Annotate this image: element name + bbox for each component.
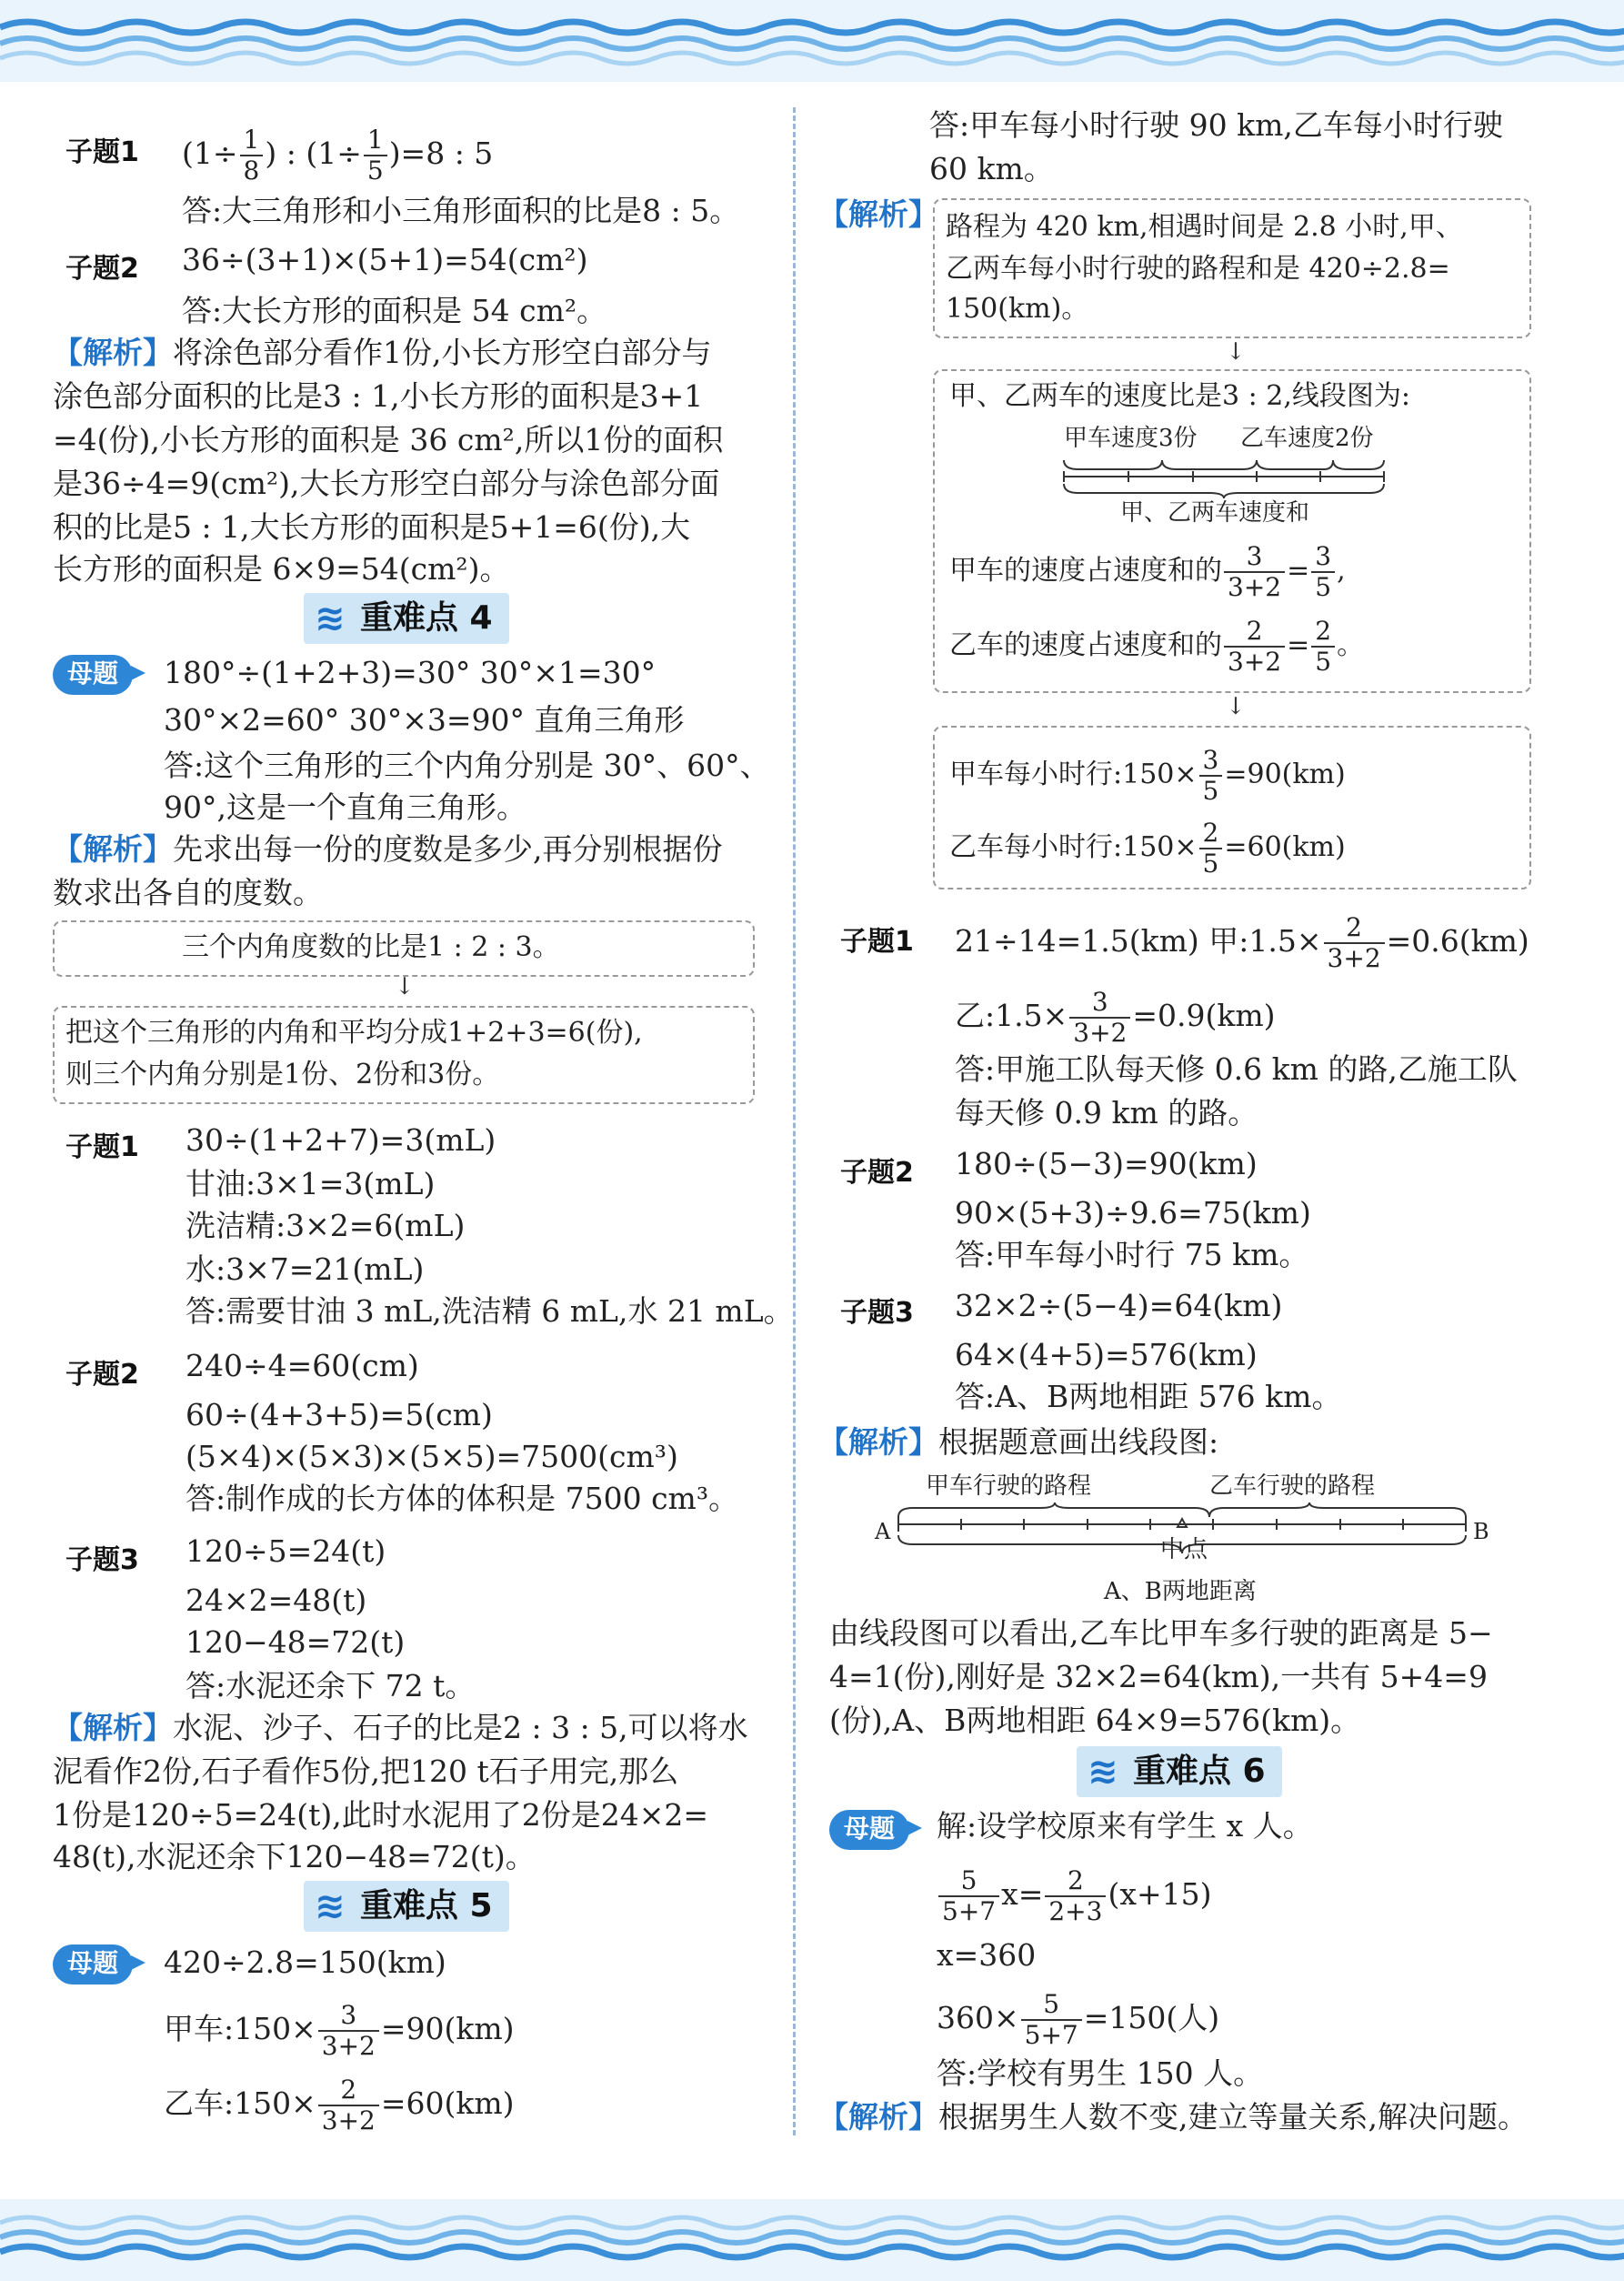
numerator: 1	[240, 126, 264, 156]
fraction	[318, 2001, 379, 2061]
numerator: 2	[1224, 617, 1285, 648]
analysis-tag: 【解析】	[818, 1424, 938, 1460]
heading-text: 重难点 4	[360, 599, 493, 637]
segment-label: 甲、乙两车速度和	[1120, 499, 1310, 527]
answer-line	[164, 2075, 515, 2135]
segment-label: 甲车行驶的路程	[926, 1472, 1092, 1500]
text-fragment: 甲车:150×	[164, 2011, 316, 2046]
section-heading-5	[304, 1881, 509, 1932]
numerator: 3	[1224, 542, 1285, 573]
answer-line: 每天修 0.9 km 的路。	[955, 1095, 1258, 1130]
numerator: 3	[318, 2001, 379, 2032]
reasoning-box	[933, 369, 1531, 693]
fraction	[1069, 988, 1130, 1048]
bottom-wave-border	[0, 2199, 1624, 2281]
analysis-line: 1份是120÷5=24(t),此时水泥用了2份是24×2=	[53, 1797, 709, 1833]
answer-line: x=360	[937, 1937, 1037, 1973]
denominator: 3+2	[1073, 1018, 1128, 1048]
reasoning-box	[53, 1006, 755, 1104]
fraction	[1311, 542, 1335, 602]
box-text: 150(km)。	[946, 293, 1089, 325]
answer-line: 60÷(4+3+5)=5(cm)	[185, 1397, 493, 1432]
answer-line	[937, 1990, 1219, 2050]
numerator: 3	[1311, 542, 1335, 573]
text-fragment: 21÷14=1.5(km) 甲:1.5×	[955, 923, 1322, 959]
analysis-tag: 【解析】	[53, 335, 173, 370]
denominator: 5	[1202, 849, 1219, 879]
answer-line: 60 km。	[929, 151, 1054, 186]
text-fragment: =90(km)	[1224, 759, 1346, 790]
heading-text: 重难点 6	[1133, 1753, 1266, 1790]
numerator: 1	[364, 126, 387, 156]
answer-line: 120−48=72(t)	[185, 1624, 406, 1660]
answer-line: 甘油:3×1=3(mL)	[185, 1166, 436, 1201]
box-text	[949, 746, 1346, 806]
subtopic-2-label: 子题2	[65, 253, 139, 285]
answer-line: 答:甲车每小时行驶 90 km,乙车每小时行驶	[929, 107, 1503, 143]
numerator: 3	[1069, 988, 1130, 1019]
wave-icon: ≋	[315, 1885, 346, 1927]
answer-line: 420÷2.8=150(km)	[164, 1944, 446, 1980]
reasoning-box	[933, 726, 1531, 889]
text-fragment: 乙车的速度占速度和的	[949, 629, 1222, 661]
numerator: 5	[1021, 1990, 1082, 2021]
fraction	[1045, 1866, 1106, 1926]
subtopic-1-label: 子题1	[65, 136, 139, 168]
segment-label: 甲车速度3份	[1064, 425, 1198, 452]
fraction	[938, 1866, 999, 1926]
answer-line: 90×(5+3)÷9.6=75(km)	[955, 1195, 1311, 1231]
text-fragment: ,	[1337, 555, 1346, 587]
point-b-label: B	[1473, 1519, 1489, 1544]
answer-line: 24×2=48(t)	[185, 1583, 367, 1618]
answer-line	[164, 2001, 515, 2061]
text-fragment: =90(km)	[380, 2011, 515, 2046]
denominator: 2+3	[1048, 1896, 1103, 1926]
box-text: 把这个三角形的内角和平均分成1+2+3=6(份),	[65, 1017, 643, 1049]
analysis-tag: 【解析】	[818, 2099, 938, 2135]
analysis-line: 积的比是5 : 1,大长方形的面积是5+1=6(份),大	[53, 509, 691, 545]
mother-problem-tag: 母题	[53, 655, 133, 695]
section-heading-6	[1077, 1746, 1282, 1797]
fraction	[1324, 913, 1385, 973]
mother-problem-tag: 母题	[53, 1944, 133, 1985]
analysis-line	[53, 829, 723, 869]
denominator: 8	[243, 156, 260, 186]
answer-line: 240÷4=60(cm)	[185, 1348, 419, 1383]
answer-line: 180÷(5−3)=90(km)	[955, 1146, 1258, 1181]
answer-line	[937, 1866, 1211, 1926]
answer-line: 64×(4+5)=576(km)	[955, 1337, 1258, 1372]
analysis-line: 48(t),水泥还余下120−48=72(t)。	[53, 1839, 536, 1874]
answer-line: 32×2÷(5−4)=64(km)	[955, 1288, 1283, 1323]
numerator: 2	[1311, 617, 1335, 648]
answer-line	[955, 913, 1529, 973]
answer-line: 答:学校有男生 150 人。	[937, 2055, 1264, 2091]
segment-label: 乙车速度2份	[1240, 425, 1374, 452]
analysis-line: 泥看作2份,石子看作5份,把120 t石子用完,那么	[53, 1753, 679, 1789]
text-fragment: x=	[1001, 1876, 1044, 1912]
answer-line: 洗洁精:3×2=6(mL)	[185, 1208, 466, 1243]
fraction	[1199, 746, 1223, 806]
denominator: 3+2	[321, 2105, 376, 2135]
analysis-line	[53, 1708, 748, 1748]
answer-line: 答:这个三角形的三个内角分别是 30°、60°、	[164, 748, 770, 783]
answer-line: 答:大三角形和小三角形面积的比是8 : 5。	[182, 193, 740, 228]
text-fragment: 将涂色部分看作1份,小长方形空白部分与	[173, 335, 712, 370]
text-fragment: 甲车的速度占速度和的	[949, 555, 1222, 587]
text-fragment: =60(km)	[1224, 831, 1346, 863]
box-text: 路程为 420 km,相遇时间是 2.8 小时,甲、	[946, 211, 1463, 243]
analysis-tag-text: 【解析】	[818, 196, 938, 232]
text-fragment: =0.9(km)	[1132, 998, 1276, 1033]
denominator: 5	[1202, 776, 1219, 806]
answer-line: 解:设学校原来有学生 x 人。	[937, 1808, 1313, 1844]
text-fragment: 乙车每小时行:150×	[949, 831, 1198, 863]
numerator: 2	[1045, 1866, 1106, 1897]
analysis-line: 由线段图可以看出,乙车比甲车多行驶的距离是 5−	[829, 1615, 1493, 1651]
text-fragment: ) : (1÷	[265, 136, 362, 171]
text-fragment: 水泥、沙子、石子的比是2 : 3 : 5,可以将水	[173, 1710, 748, 1745]
subtopic-2-label: 子题2	[840, 1157, 914, 1189]
section-heading-4	[304, 593, 509, 644]
down-arrow-icon: ↓	[1226, 338, 1246, 366]
denominator: 3+2	[1228, 647, 1282, 677]
down-arrow-icon: ↓	[395, 973, 415, 1000]
answer-line: 180°÷(1+2+3)=30° 30°×1=30°	[164, 655, 657, 690]
analysis-line: 4=1(份),刚好是 32×2=64(km),一共有 5+4=9	[829, 1659, 1488, 1694]
answer-line: 36÷(3+1)×(5+1)=54(cm²)	[182, 242, 588, 277]
box-text: 甲车的速度占速度和的 $\frac{3}{3+2}$ = $\frac{3}{5}$ ,	[949, 541, 1346, 602]
analysis-line: 涂色部分面积的比是3 : 1,小长方形的面积是3+1	[53, 378, 704, 414]
text-fragment: )=8 : 5	[388, 136, 494, 171]
fraction	[1021, 1990, 1082, 2050]
analysis-line: 长方形的面积是 6×9=54(cm²)。	[53, 551, 510, 587]
box-text: 乙车的速度占速度和的 $\frac{2}{3+2}$ = $\frac{2}{5}$ 。	[949, 616, 1365, 677]
denominator: 5	[1315, 647, 1332, 677]
text-fragment: 360×	[937, 2000, 1019, 2035]
subtopic-2-label: 子题2	[65, 1359, 139, 1391]
subtopic-1-label: 子题1	[65, 1131, 139, 1163]
top-wave-border	[0, 0, 1624, 82]
answer-line	[955, 988, 1276, 1048]
answer-line: 答:制作成的长方体的体积是 7500 cm³。	[185, 1481, 739, 1516]
text-fragment: 根据题意画出线段图:	[938, 1424, 1219, 1460]
fraction	[318, 2075, 379, 2135]
numerator: 5	[938, 1866, 999, 1897]
box-text: 乙两车每小时行驶的路程和是 420÷2.8=	[946, 253, 1450, 285]
reasoning-box	[53, 920, 755, 977]
answer-line: 答:大长方形的面积是 54 cm²。	[182, 293, 607, 328]
text-fragment: 乙车:150×	[164, 2085, 316, 2121]
analysis-line	[818, 2097, 1528, 2137]
heading-text: 重难点 5	[360, 1887, 493, 1924]
denominator: 5+7	[1024, 2020, 1078, 2050]
text-fragment: =0.6(km)	[1386, 923, 1529, 959]
answer-line: 120÷5=24(t)	[185, 1533, 386, 1569]
box-text	[949, 819, 1346, 879]
answer-line: 答:甲施工队每天修 0.6 km 的路,乙施工队	[955, 1051, 1518, 1087]
numerator: 2	[318, 2075, 379, 2106]
answer-line: 30÷(1+2+7)=3(mL)	[185, 1122, 496, 1158]
midpoint-label: 中点	[1160, 1536, 1208, 1563]
text-fragment: 乙:1.5×	[955, 998, 1068, 1033]
text-fragment: 先求出每一份的度数是多少,再分别根据份	[173, 831, 723, 867]
text-fragment: (1÷	[182, 136, 238, 171]
denominator: 3+2	[1228, 572, 1282, 602]
numerator: 3	[1199, 746, 1223, 777]
denominator: 5	[366, 156, 384, 186]
reasoning-box	[933, 198, 1531, 338]
analysis-line: 是36÷4=9(cm²),大长方形空白部分与涂色部分面	[53, 466, 720, 501]
column-divider	[793, 107, 796, 2135]
fraction	[240, 126, 264, 186]
denominator: 3+2	[321, 2031, 376, 2061]
analysis-tag: 【解析】	[53, 831, 173, 867]
numerator: 2	[1199, 819, 1223, 849]
fraction	[1199, 819, 1223, 879]
analysis-tag	[818, 195, 938, 235]
wave-icon: ≋	[315, 598, 346, 639]
point-a-label: A	[875, 1519, 891, 1544]
text-fragment: =150(人)	[1083, 2000, 1220, 2035]
fraction	[364, 126, 387, 186]
answer-line: 30°×2=60° 30°×3=90° 直角三角形	[164, 702, 685, 738]
box-text: 甲、乙两车的速度比是3 : 2,线段图为:	[949, 380, 1410, 412]
fraction	[1224, 617, 1285, 677]
answer-line: 水:3×7=21(mL)	[185, 1251, 425, 1287]
analysis-tag: 【解析】	[53, 1710, 173, 1745]
fraction	[1224, 542, 1285, 602]
denominator: 5	[1315, 572, 1332, 602]
box-text: 则三个内角分别是1份、2份和3份。	[65, 1059, 500, 1090]
box-text: 三个内角度数的比是1 : 2 : 3。	[182, 931, 560, 963]
answer-line: 答:A、B两地相距 576 km。	[955, 1379, 1342, 1414]
text-fragment: (x+15)	[1108, 1876, 1212, 1912]
text-fragment: =60(km)	[380, 2085, 515, 2121]
numerator: 2	[1324, 913, 1385, 944]
subtopic-3-label: 子题3	[840, 1297, 914, 1329]
wave-icon: ≋	[1088, 1751, 1118, 1793]
answer-line: 90°,这是一个直角三角形。	[164, 789, 526, 825]
subtopic-1-label: 子题1	[840, 926, 914, 958]
analysis-line: (份),A、B两地相距 64×9=576(km)。	[829, 1703, 1361, 1738]
answer-line: 答:水泥还余下 72 t。	[185, 1668, 476, 1703]
analysis-line	[53, 333, 712, 373]
subtopic-3-label: 子题3	[65, 1544, 139, 1576]
answer-line	[182, 126, 493, 186]
segment-label: A、B两地距离	[1104, 1578, 1257, 1605]
segment-label: 乙车行驶的路程	[1209, 1472, 1376, 1500]
text-fragment: 甲车每小时行:150×	[949, 759, 1198, 790]
denominator: 3+2	[1327, 943, 1381, 973]
mother-problem-tag: 母题	[829, 1810, 909, 1850]
answer-line: 答:甲车每小时行 75 km。	[955, 1237, 1309, 1272]
text-fragment: 。	[1337, 629, 1365, 661]
answer-line: 答:需要甘油 3 mL,洗洁精 6 mL,水 21 mL。	[185, 1293, 794, 1329]
analysis-line: =4(份),小长方形的面积是 36 cm²,所以1份的面积	[53, 422, 724, 457]
analysis-line	[818, 1422, 1218, 1462]
answer-line: (5×4)×(5×3)×(5×5)=7500(cm³)	[185, 1439, 678, 1474]
down-arrow-icon: ↓	[1226, 693, 1246, 720]
analysis-line: 数求出各自的度数。	[53, 875, 323, 910]
text-fragment: 根据男生人数不变,建立等量关系,解决问题。	[938, 2099, 1528, 2135]
fraction	[1311, 617, 1335, 677]
denominator: 5+7	[942, 1896, 997, 1926]
